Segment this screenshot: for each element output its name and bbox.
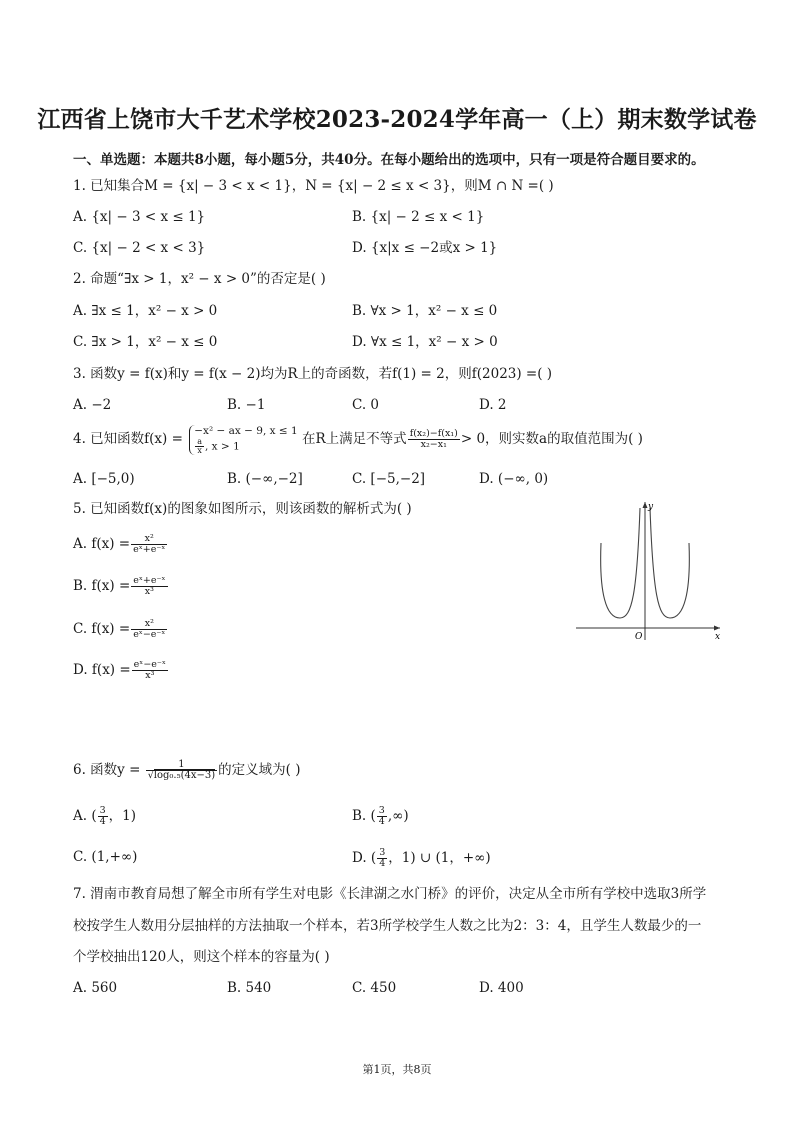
question-2-option-d: D. ∀x ≤ 1，x² − x > 0 [352,334,498,350]
question-4-option-c: C. [−5,−2] [352,471,426,487]
question-3-option-b: B. −1 [227,397,266,413]
question-5-option-c: C. f(x) = $\frac{\text{x²}}{\text{eˣ−e⁻ˣ}}$ [73,618,166,640]
question-3-stem: 3. 函数y = f(x)和y = f(x − 2)均为R上的奇函数，若f(1) = 2，则f(2023) =( ) [73,366,553,382]
question-7-line-2: 校按学生人数用分层抽样的方法抽取一个样本，若3所学校学生人数之比为2：3：4，且学生人数最少的一 [73,918,702,934]
question-5-option-d: D. f(x) = $\frac{\text{eˣ−e⁻ˣ}}{\text{x³}}$ [73,659,166,681]
question-6-option-c: C. (1,+∞) [73,849,138,865]
question-7-option-c: C. 450 [352,980,397,996]
question-4-stem [73,421,643,457]
question-2-option-b: B. ∀x > 1，x² − x ≤ 0 [352,303,498,319]
origin-label: O [635,632,643,642]
question-3-option-a: A. −2 [73,397,112,413]
domain-fraction: $\frac{1}{\text{√log₀.₅(4x−3)}}$ [147,758,216,782]
question-4-middle: 在R上满足不等式 [302,431,407,447]
exam-title: 江西省上饶市大千艺术学校2023-2024学年高一（上）期末数学试卷 [37,106,757,133]
left-branch-curve [601,508,640,618]
piecewise-brace [189,425,298,455]
question-7-option-a: A. 560 [73,980,118,996]
question-3-option-d: D. 2 [479,397,507,413]
question-5-stem: 5. 已知函数f(x)的图象如图所示，则该函数的解析式为( ) [73,501,412,517]
question-4-option-b: B. (−∞,−2] [227,471,303,487]
question-4-option-d: D. (−∞, 0) [479,471,549,487]
question-4-option-a: A. [−5,0) [73,471,135,487]
piecewise-case-2: $\frac{a}{x}$ , x > 1 [197,436,240,455]
right-branch-curve [650,508,689,618]
sqrt-icon: √ [147,769,154,781]
section-heading: 一、单选题：本题共8小题，每小题5分，共40分。在每小题给出的选项中，只有一项是符合题目要求的。 [73,152,705,168]
question-2-option-c: C. ∃x > 1，x² − x ≤ 0 [73,334,218,350]
question-4-suffix: > 0，则实数a的取值范围为( ) [460,431,643,447]
question-6-option-d: D. ( $\frac{3}{4}$ ，1) ∪ (1，+∞) [352,847,491,869]
question-1-stem: 1. 已知集合M = {x| − 3 < x < 1}，N = {x| − 2 ≤ x < 3}，则M ∩ N =( ) [73,178,554,194]
question-6-option-a: A. ( $\frac{3}{4}$ ，1) [73,805,137,827]
question-2-stem: 2. 命题“∃x > 1，x² − x > 0”的否定是( ) [73,271,326,287]
function-graph [574,498,724,643]
question-5-option-a: A. f(x) = $\frac{\text{x²}}{\text{eˣ+e⁻ˣ}}$ [73,533,166,555]
difference-quotient: $\frac{\text{f(x₂)−f(x₁)}}{\text{x₂−x₁}}$ [409,428,458,450]
y-axis-arrow-icon [643,502,648,508]
question-2-option-a: A. ∃x ≤ 1，x² − x > 0 [73,303,218,319]
y-axis-label: y [648,502,654,512]
question-3-option-c: C. 0 [352,397,380,413]
question-4-prefix: 4. 已知函数f(x) = [73,431,183,447]
question-7-line-1: 7. 渭南市教育局想了解全市所有学生对电影《长津湖之水门桥》的评价，决定从全市所有学校中选取3所学 [73,886,707,902]
question-7-line-3: 个学校抽出120人，则这个样本的容量为( ) [73,949,330,965]
question-7-option-d: D. 400 [479,980,524,996]
piecewise-case-1: −x² − ax − 9, x ≤ 1 [194,424,298,437]
question-7-option-b: B. 540 [227,980,272,996]
question-1-option-a: A. {x| − 3 < x ≤ 1} [73,209,206,225]
question-6-stem: 6. 函数y = $\frac{1}{\text{√log₀.₅(4x−3)}}$ 的定义域为( ) [73,758,301,782]
question-1-option-d: D. {x|x ≤ −2或x > 1} [352,240,498,256]
question-1-option-b: B. {x| − 2 ≤ x < 1} [352,209,485,225]
question-1-option-c: C. {x| − 2 < x < 3} [73,240,206,256]
x-axis-label: x [715,632,721,642]
question-5-option-b: B. f(x) = $\frac{\text{eˣ+e⁻ˣ}}{\text{x³}}$ [73,575,166,597]
page-footer: 第1页，共8页 [362,1063,432,1076]
x-axis-arrow-icon [714,626,720,631]
question-6-option-b: B. ( $\frac{3}{4}$ ,∞) [352,805,409,827]
